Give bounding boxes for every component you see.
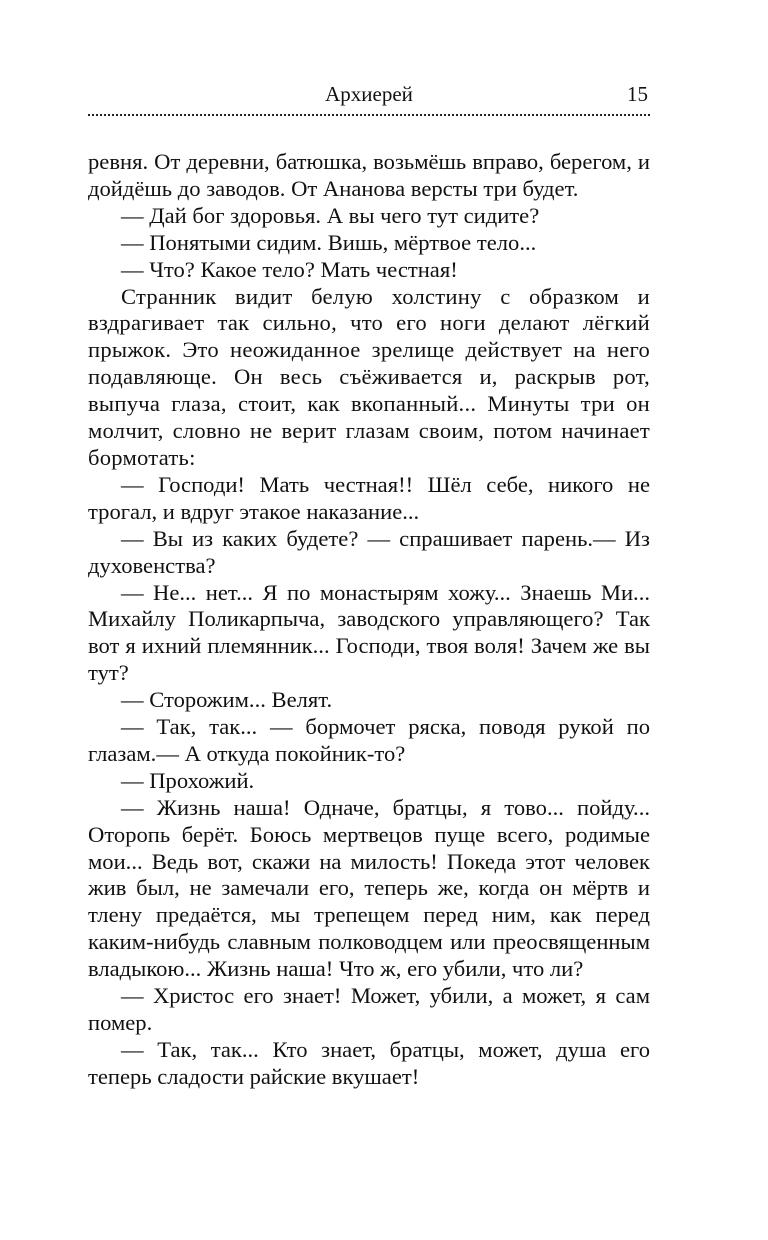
paragraph: — Господи! Мать честная!! Шёл себе, никого не трогал, и вдруг этакое наказание... <box>88 471 650 524</box>
paragraph: — Дай бог здоровья. А вы чего тут сидите? <box>121 202 540 228</box>
header-dotted-rule <box>88 114 650 116</box>
paragraph: — Не... нет... Я по монастырям хожу... Знаешь Ми... Михайлу Поликарпыча, заводского управляющего? Так вот я ихний племянник... Господи, твоя воля! Зачем же вы тут? <box>88 579 650 686</box>
page-number: 15 <box>627 82 648 106</box>
paragraph: — Жизнь наша! Одначе, братцы, я тово... пойду... Оторопь берёт. Боюсь мертвецов пуще всего, родимые мои... Ведь вот, скажи на милость! Покеда этот человек жив был, не замечали его, теперь же, когда он мёртв и тлену предаётся, мы трепещем перед ним, как перед каким-нибудь славным полководцем или преосвященным владыкою... Жизнь наша! Что ж, его убили, что ли? <box>88 794 650 982</box>
paragraph: — Так, так... Кто знает, братцы, может, душа его теперь сладости райские вкушает! <box>88 1036 650 1089</box>
paragraph: Странник видит белую холстину с образком и вздрагивает так сильно, что его ноги делают лёгкий прыжок. Это неожиданное зрелище действует на него подавляюще. Он весь съёживается и, раскрыв рот, выпуча глаза, стоит, как вкопанный... Минуты три он молчит, словно не верит глазам своим, потом начинает бормотать: <box>88 283 650 470</box>
paragraph: — Христос его знает! Может, убили, а может, я сам помер. <box>88 983 650 1035</box>
body-text <box>88 149 650 1091</box>
running-title: Архиерей <box>325 82 413 106</box>
paragraph: — Понятыми сидим. Вишь, мёртвое тело... <box>121 229 537 255</box>
paragraph: — Вы из каких будете? — спрашивает парень.— Из духовенства? <box>88 525 650 578</box>
paragraph: — Так, так... — бормочет ряска, поводя рукой по глазам.— А откуда покойник-то? <box>88 714 650 766</box>
paragraph: — Что? Какое тело? Мать честная! <box>121 256 458 282</box>
running-head <box>88 80 650 112</box>
paragraph: — Сторожим... Велят. <box>121 687 333 713</box>
paragraph: ревня. От деревни, батюшка, возьмёшь вправо, берегом, и дойдёшь до заводов. От Ананова версты три будет. <box>88 149 650 201</box>
paragraph: — Прохожий. <box>121 767 255 793</box>
